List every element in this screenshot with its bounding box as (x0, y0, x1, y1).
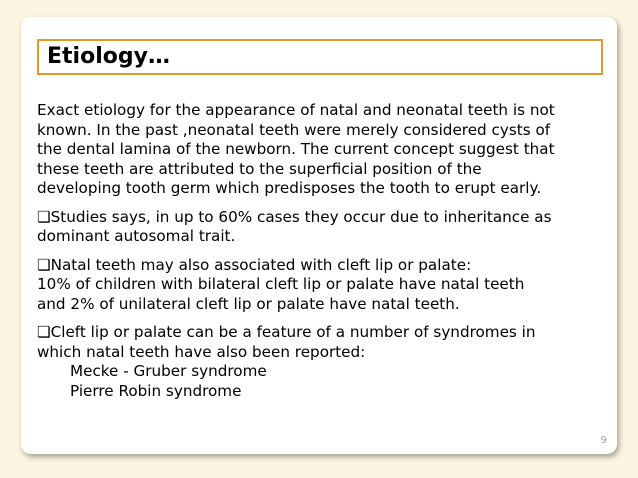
checkbox-bullet-icon: ❏ (37, 323, 51, 341)
bullet-line (37, 256, 607, 276)
bullet-line (37, 323, 607, 343)
syndrome-item: Pierre Robin syndrome (70, 381, 242, 400)
title-box (37, 39, 603, 75)
bullet-line: which natal teeth have also been reported: (37, 342, 366, 361)
bullet-text: Natal teeth may also associated with cleft lip or palate: (50, 255, 472, 274)
intro-line: these teeth are attributed to the superficial position of the (37, 159, 482, 178)
slide-body (37, 101, 607, 410)
slide-title: Etiology… (47, 44, 170, 69)
bullet-cleft-association (37, 256, 607, 315)
page-number: 9 (600, 435, 607, 446)
bullet-line: 10% of children with bilateral cleft lip or palate have natal teeth (37, 275, 525, 293)
checkbox-bullet-icon: ❏ (37, 255, 51, 274)
intro-line: developing tooth germ which predisposes the tooth to erupt early. (37, 179, 542, 197)
bullet-text: Cleft lip or palate can be a feature of a number of syndromes in (50, 323, 536, 341)
bullet-line: dominant autosomal trait. (37, 227, 236, 245)
checkbox-bullet-icon: ❏ (37, 207, 51, 226)
slide (21, 17, 617, 454)
bullet-inheritance (37, 208, 607, 247)
syndrome-item: Mecke - Gruber syndrome (70, 362, 267, 380)
intro-line: Exact etiology for the appearance of natal and neonatal teeth is not (37, 101, 555, 119)
bullet-syndromes (37, 323, 607, 401)
intro-line: known. In the past ,neonatal teeth were merely considered cysts of (37, 120, 551, 139)
intro-line: the dental lamina of the newborn. The current concept suggest that (37, 140, 555, 158)
bullet-text: Studies says, in up to 60% cases they occur due to inheritance as (50, 207, 552, 226)
intro-paragraph (37, 101, 607, 199)
bullet-line (37, 208, 607, 228)
bullet-line: and 2% of unilateral cleft lip or palate have natal teeth. (37, 294, 460, 313)
